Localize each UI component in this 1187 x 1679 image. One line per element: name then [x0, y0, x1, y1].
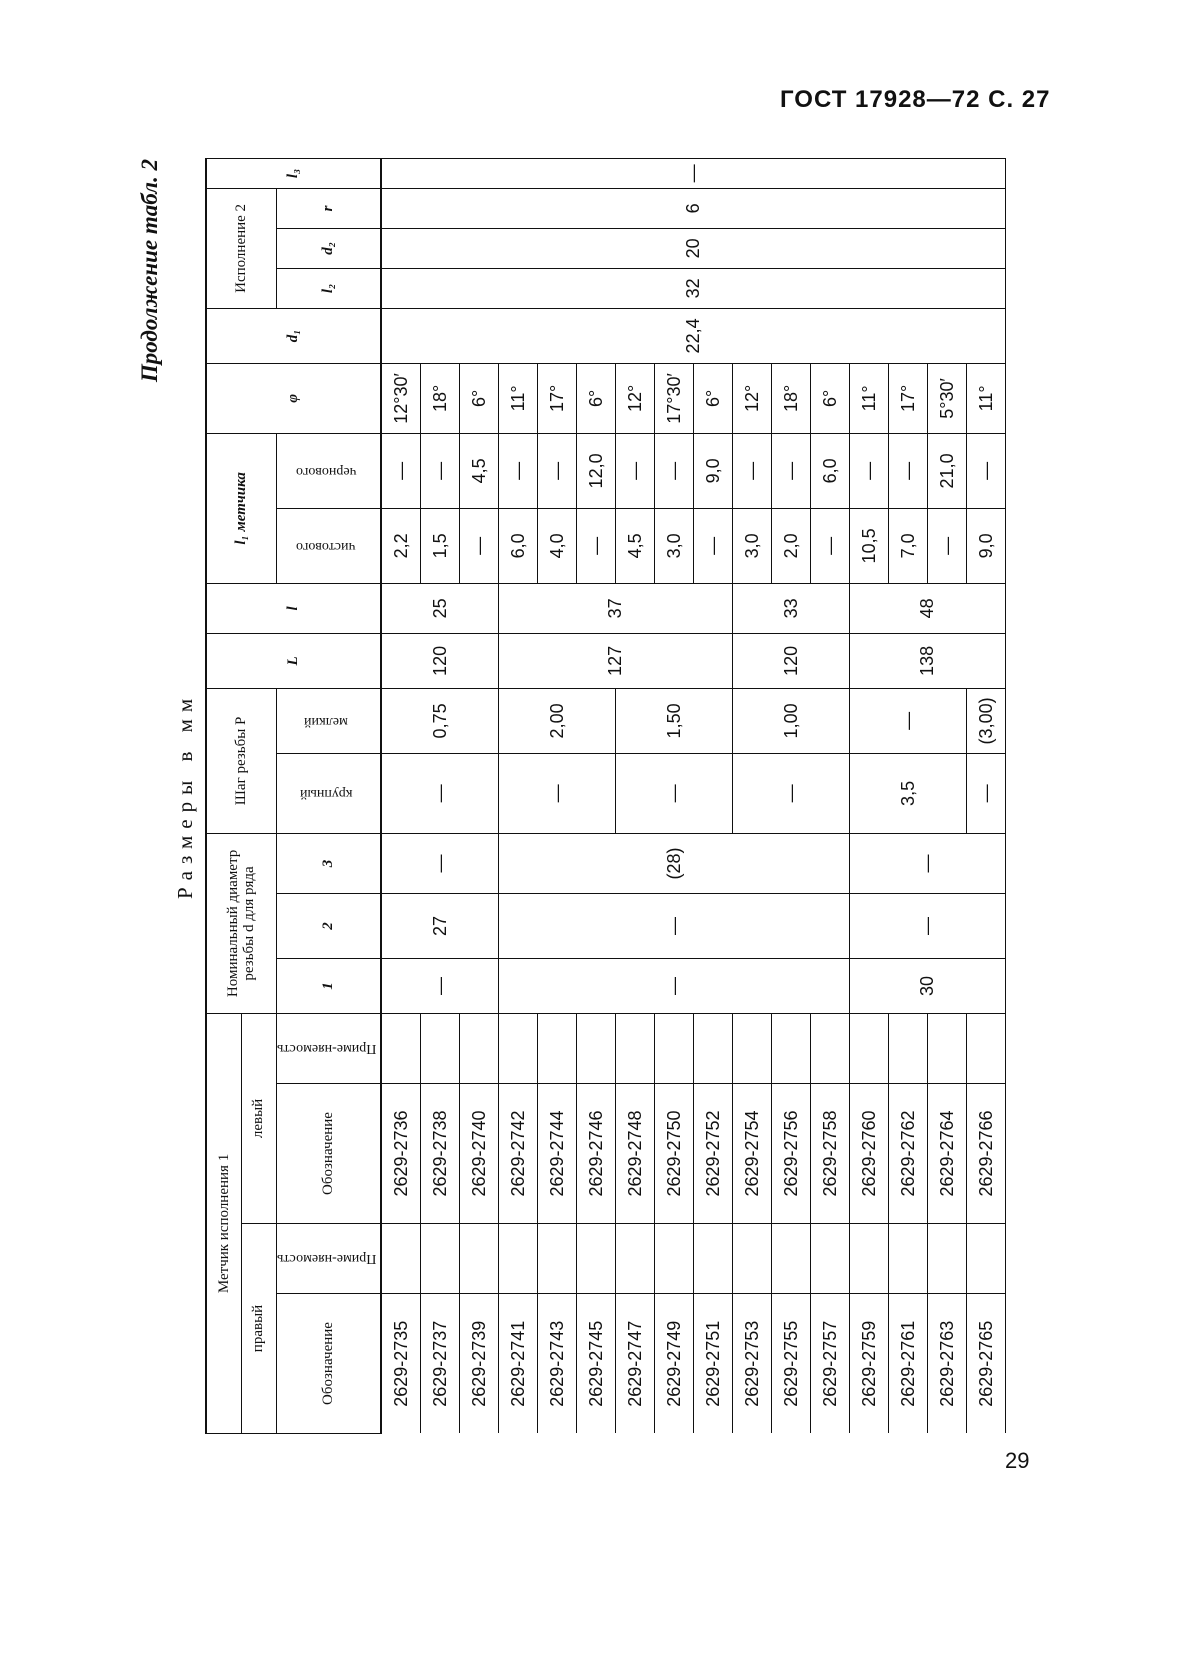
header-coarse-label: крупный: [299, 786, 353, 802]
length-L: 120: [733, 633, 850, 688]
l1-rough: —: [616, 433, 655, 508]
application-right: [967, 1224, 1006, 1294]
diameter-row-1: 30: [850, 958, 1006, 1013]
pitch-fine: (3,00): [967, 688, 1006, 753]
header-exec2: Исполнение 2: [206, 188, 276, 308]
l1-clean: 7,0: [889, 508, 928, 583]
diameter-row-2: —: [499, 893, 850, 958]
designation-right: 2629-2743: [538, 1294, 577, 1434]
application-right: [381, 1224, 421, 1294]
application-right: [655, 1224, 694, 1294]
application-left: [460, 1013, 499, 1083]
header-l3: l₃: [206, 158, 381, 188]
l1-clean: 4,0: [538, 508, 577, 583]
header-tap-exec1: Метчик исполнения 1: [206, 1013, 241, 1433]
header-application-right: [276, 1224, 381, 1294]
l1-rough: 4,5: [460, 433, 499, 508]
tap-dimensions-table: [205, 158, 1006, 1434]
header-rough: [276, 433, 381, 508]
designation-right: 2629-2751: [694, 1294, 733, 1434]
designation-left: 2629-2754: [733, 1084, 772, 1224]
phi: 17°: [889, 363, 928, 433]
application-left: [577, 1013, 616, 1083]
l1-clean: —: [694, 508, 733, 583]
application-left: [694, 1013, 733, 1083]
phi: 12°: [616, 363, 655, 433]
application-left: [538, 1013, 577, 1083]
application-left: [811, 1013, 850, 1083]
application-left: [616, 1013, 655, 1083]
length-L: 127: [499, 633, 733, 688]
application-right: [538, 1224, 577, 1294]
application-right: [577, 1224, 616, 1294]
application-right: [460, 1224, 499, 1294]
phi: 6°: [577, 363, 616, 433]
designation-left: 2629-2748: [616, 1084, 655, 1224]
designation-right: 2629-2755: [772, 1294, 811, 1434]
diameter-row-1: —: [381, 958, 499, 1013]
length-l: 33: [733, 583, 850, 633]
l1-rough: —: [850, 433, 889, 508]
pitch-fine: 2,00: [499, 688, 616, 753]
designation-left: 2629-2764: [928, 1084, 967, 1224]
l1-rough: 21,0: [928, 433, 967, 508]
l1-clean: 2,2: [381, 508, 421, 583]
application-right: [616, 1224, 655, 1294]
designation-left: 2629-2736: [381, 1084, 421, 1224]
header-clean: [276, 508, 381, 583]
designation-right: 2629-2741: [499, 1294, 538, 1434]
l1-clean: 4,5: [616, 508, 655, 583]
phi: 17°: [538, 363, 577, 433]
pitch-fine: 1,00: [733, 688, 850, 753]
diameter-row-3: (28): [499, 833, 850, 893]
table-row: [381, 158, 421, 1433]
l1-rough: —: [967, 433, 1006, 508]
length-L: 138: [850, 633, 1006, 688]
designation-left: 2629-2756: [772, 1084, 811, 1224]
units-note: Размеры в мм: [173, 691, 197, 899]
l1-rough: —: [499, 433, 538, 508]
header-row-2: 2: [276, 893, 381, 958]
l1-rough: —: [421, 433, 460, 508]
pitch-coarse: —: [499, 753, 616, 833]
designation-left: 2629-2762: [889, 1084, 928, 1224]
phi: 12°: [733, 363, 772, 433]
designation-left: 2629-2750: [655, 1084, 694, 1224]
l1-rough: 6,0: [811, 433, 850, 508]
designation-right: 2629-2765: [967, 1294, 1006, 1434]
pitch-coarse: —: [967, 753, 1006, 833]
header-right: правый: [241, 1224, 276, 1434]
designation-right: 2629-2757: [811, 1294, 850, 1434]
l1-clean: 1,5: [421, 508, 460, 583]
table-body: [381, 158, 1006, 1433]
header-coarse: [276, 753, 381, 833]
length-l: 25: [381, 583, 499, 633]
header-l1: l₁ метчика: [206, 433, 276, 583]
designation-left: 2629-2766: [967, 1084, 1006, 1224]
designation-right: 2629-2739: [460, 1294, 499, 1434]
phi: 6°: [694, 363, 733, 433]
application-left: [850, 1013, 889, 1083]
header-r: r: [276, 188, 381, 228]
designation-left: 2629-2746: [577, 1084, 616, 1224]
designation-left: 2629-2742: [499, 1084, 538, 1224]
header-pitch: Шаг резьбы P: [206, 688, 276, 833]
phi: 11°: [499, 363, 538, 433]
application-left: [499, 1013, 538, 1083]
l1-clean: —: [460, 508, 499, 583]
header-application-left: [276, 1013, 381, 1083]
pitch-fine: 0,75: [381, 688, 499, 753]
l1-clean: —: [928, 508, 967, 583]
diameter-row-2: —: [850, 893, 1006, 958]
application-right: [499, 1224, 538, 1294]
header-phi: φ: [206, 363, 381, 433]
l1-rough: —: [733, 433, 772, 508]
designation-right: 2629-2737: [421, 1294, 460, 1434]
designation-left: 2629-2758: [811, 1084, 850, 1224]
d2-common: 20: [381, 228, 1006, 268]
l1-rough: —: [381, 433, 421, 508]
phi: 5°30′: [928, 363, 967, 433]
length-l: 37: [499, 583, 733, 633]
l1-rough: 9,0: [694, 433, 733, 508]
designation-right: 2629-2747: [616, 1294, 655, 1434]
l1-clean: —: [577, 508, 616, 583]
pitch-fine: —: [850, 688, 967, 753]
l1-clean: 2,0: [772, 508, 811, 583]
header-l2: l₂: [276, 268, 381, 308]
l1-clean: 3,0: [655, 508, 694, 583]
l2-common: 32: [381, 268, 1006, 308]
pitch-coarse: —: [381, 753, 499, 833]
designation-right: 2629-2763: [928, 1294, 967, 1434]
l1-rough: —: [772, 433, 811, 508]
designation-left: 2629-2760: [850, 1084, 889, 1224]
application-left: [928, 1013, 967, 1083]
pitch-coarse: —: [616, 753, 733, 833]
pitch-coarse: 3,5: [850, 753, 967, 833]
application-right: [928, 1224, 967, 1294]
application-right: [694, 1224, 733, 1294]
phi: 17°30′: [655, 363, 694, 433]
phi: 18°: [421, 363, 460, 433]
header-d1: d₁: [206, 308, 381, 363]
page-number: 29: [1005, 1448, 1030, 1473]
header-application-right-label: Приме-няемость: [276, 1251, 376, 1267]
standard-header: ГОСТ 17928—72 С. 27: [780, 86, 1051, 113]
application-left: [421, 1013, 460, 1083]
phi: 11°: [850, 363, 889, 433]
application-left: [889, 1013, 928, 1083]
diameter-row-1: —: [499, 958, 850, 1013]
pitch-fine: 1,50: [616, 688, 733, 753]
designation-left: 2629-2740: [460, 1084, 499, 1224]
designation-right: 2629-2761: [889, 1294, 928, 1434]
header-application-left-label: Приме-няемость: [276, 1041, 376, 1057]
designation-left: 2629-2752: [694, 1084, 733, 1224]
application-left: [733, 1013, 772, 1083]
l1-rough: —: [655, 433, 694, 508]
phi: 12°30′: [381, 363, 421, 433]
length-L: 120: [381, 633, 499, 688]
l1-rough: 12,0: [577, 433, 616, 508]
phi: 6°: [460, 363, 499, 433]
header-row-3: 3: [276, 833, 381, 893]
application-left: [381, 1013, 421, 1083]
application-right: [889, 1224, 928, 1294]
header-designation-left: Обозначение: [276, 1084, 381, 1224]
pitch-coarse: —: [733, 753, 850, 833]
designation-right: 2629-2745: [577, 1294, 616, 1434]
diameter-row-3: —: [850, 833, 1006, 893]
header-rough-label: чернового: [295, 463, 357, 479]
header-fine-label: мелкий: [304, 713, 349, 729]
diameter-row-2: 27: [381, 893, 499, 958]
l1-clean: 3,0: [733, 508, 772, 583]
header-designation-right: Обозначение: [276, 1294, 381, 1434]
l1-clean: 10,5: [850, 508, 889, 583]
diameter-row-3: —: [381, 833, 499, 893]
l1-rough: —: [538, 433, 577, 508]
phi: 18°: [772, 363, 811, 433]
header-clean-label: чистового: [296, 538, 356, 554]
header-left: левый: [241, 1013, 276, 1223]
header-d2: d₂: [276, 228, 381, 268]
phi: 6°: [811, 363, 850, 433]
application-right: [811, 1224, 850, 1294]
length-l: 48: [850, 583, 1006, 633]
application-right: [733, 1224, 772, 1294]
r-common: 6: [381, 188, 1006, 228]
header-L: L: [206, 633, 381, 688]
designation-right: 2629-2749: [655, 1294, 694, 1434]
header-fine: [276, 688, 381, 753]
phi: 11°: [967, 363, 1006, 433]
designation-right: 2629-2759: [850, 1294, 889, 1434]
l1-clean: 6,0: [499, 508, 538, 583]
application-left: [772, 1013, 811, 1083]
l1-clean: 9,0: [967, 508, 1006, 583]
l1-clean: —: [811, 508, 850, 583]
designation-left: 2629-2738: [421, 1084, 460, 1224]
application-right: [421, 1224, 460, 1294]
l1-rough: —: [889, 433, 928, 508]
table-caption: Продолжение табл. 2: [137, 159, 162, 383]
application-left: [655, 1013, 694, 1083]
header-l: l: [206, 583, 381, 633]
application-right: [772, 1224, 811, 1294]
designation-left: 2629-2744: [538, 1084, 577, 1224]
designation-right: 2629-2753: [733, 1294, 772, 1434]
d1-common: 22,4: [381, 308, 1006, 363]
application-right: [850, 1224, 889, 1294]
rotated-table-block: [135, 159, 1020, 1434]
header-nominal-diameter: Номинальный диаметр резьбы d для ряда: [206, 833, 276, 1013]
application-left: [967, 1013, 1006, 1083]
header-row-1: 1: [276, 958, 381, 1013]
designation-right: 2629-2735: [381, 1294, 421, 1434]
l3-common: —: [381, 158, 1006, 188]
